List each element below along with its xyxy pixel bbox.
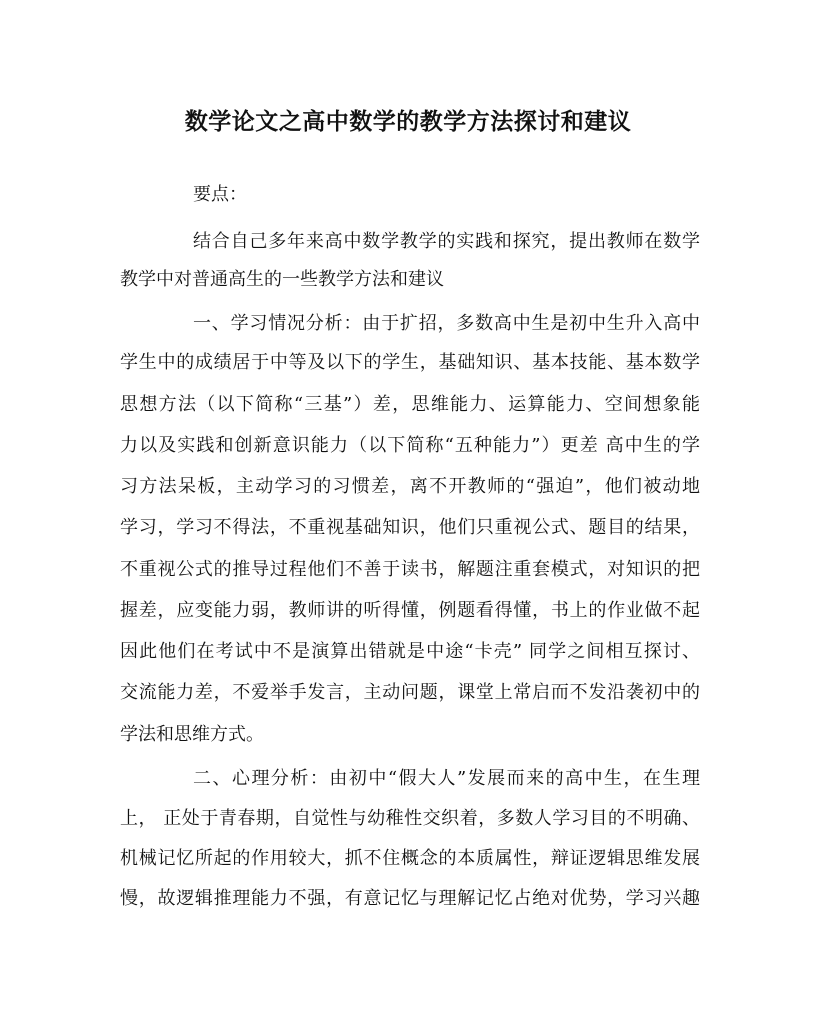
paragraph-line: 二、心理分析：由初中“假大人”发展而来的高中生，在生理 bbox=[193, 768, 700, 789]
paragraph-line: 思想方法（以下简称“三基”）差，思维能力、运算能力、空间想象能 bbox=[120, 394, 700, 415]
paragraph-line: 学法和思维方式。 bbox=[120, 724, 264, 745]
paragraph-line: 结合自己多年来高中数学教学的实践和探究，提出教师在数学 bbox=[193, 231, 700, 252]
paragraph-line: 习方法呆板，主动学习的习惯差，离不开教师的“强迫”，他们被动地 bbox=[120, 476, 700, 497]
paragraph-line: 不重视公式的推导过程他们不善于读书，解题注重套模式，对知识的把 bbox=[120, 559, 700, 580]
paragraph-line: 慢，故逻辑推理能力不强，有意记忆与理解记忆占绝对优势，学习兴趣 bbox=[120, 888, 700, 909]
paragraph-line: 一、学习情况分析：由于扩招，多数高中生是初中生升入高中 bbox=[193, 313, 700, 334]
paragraph-line: 学习，学习不得法，不重视基础知识，他们只重视公式、题目的结果， bbox=[120, 517, 700, 538]
paragraph-line: 力以及实践和创新意识能力（以下简称“五种能力”）更差 高中生的学 bbox=[120, 435, 700, 456]
paragraph-line: 机械记忆所起的作用较大，抓不住概念的本质属性，辩证逻辑思维发展 bbox=[120, 848, 700, 869]
paragraph-line: 教学中对普通高生的一些教学方法和建议 bbox=[120, 269, 444, 290]
section-label-key-points: 要点： bbox=[193, 184, 247, 205]
document-title: 数学论文之高中数学的教学方法探讨和建议 bbox=[184, 108, 632, 135]
paragraph-line: 上， 正处于青春期，自觉性与幼稚性交织着，多数人学习目的不明确、 bbox=[120, 808, 700, 829]
paragraph-line: 因此他们在考试中不是演算出错就是中途“卡壳” 同学之间相互探讨、 bbox=[120, 641, 700, 662]
paragraph-line: 交流能力差，不爱举手发言，主动问题，课堂上常启而不发沿袭初中的 bbox=[120, 682, 700, 703]
paragraph-line: 学生中的成绩居于中等及以下的学生，基础知识、基本技能、基本数学 bbox=[120, 352, 700, 373]
paragraph-line: 握差，应变能力弱，教师讲的听得懂，例题看得懂，书上的作业做不起 bbox=[120, 600, 700, 621]
